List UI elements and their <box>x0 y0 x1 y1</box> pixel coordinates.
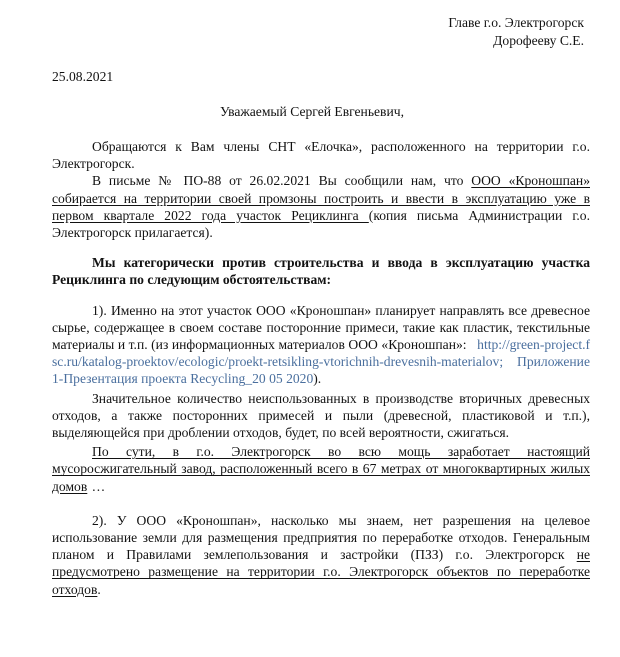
letter-reference-underlined: ООО «Кроношпан» собирается на территории своей промзоны построить и ввести в эксплуатацию уже в первом квартале 2022 года участок Рециклинга <box>52 173 590 223</box>
addressee-line-1: Главе г.о. Электрогорск <box>448 15 584 30</box>
document-date: 25.08.2021 <box>52 69 114 84</box>
paragraph-item-1 <box>52 302 590 388</box>
project-link[interactable]: http://green-project.fsc.ru/katalog-proektov/ecologic/proekt-retsikling-vtorichnih-drevesnih-materialov; <box>52 337 591 370</box>
paragraph-item-2 <box>52 512 590 598</box>
addressee-block <box>52 14 590 49</box>
paragraph-objection-statement: Мы категорически против строительства и ввода в эксплуатацию участка Рециклинга по следующим обстоятельствам: <box>52 255 590 288</box>
item-2-underlined: не предусмотрено размещение на территории г.о. Электрогорск объектов по переработке отходов <box>52 547 590 597</box>
project-link-annex[interactable]: Приложение 1-Презентация проекта Recycling_20 05 2020 <box>52 354 590 387</box>
paragraph-waste-volume: Значительное количество неиспользованных в производстве вторичных древесных отходов, а также посторонних примесей и пыли (древесной, пластиковой и т.п.), выделяющейся при дроблении отходов, будет, по всей вероятности, сжигаться. <box>52 390 590 441</box>
paragraph-intro-text: Обращаются к Вам члены СНТ «Елочка», расположенного на территории г.о. Электрогорск. <box>52 139 590 172</box>
item-2-lead: 2). У ООО «Кроношпан», насколько мы знаем, нет разрешения на целевое использование земли для размещения предприятия по переработке отходов. Генеральным планом и Правилами землепользования и застройки (ПЗЗ) г.о. Электрогорск <box>52 512 590 563</box>
paragraph-letter-reference <box>52 172 590 241</box>
addressee-line-2: Дорофееву С.Е. <box>493 32 584 48</box>
item-2-tail: . <box>97 581 101 597</box>
item-1-tail: ). <box>313 371 322 387</box>
item-1-lead: 1). Именно на этот участок ООО «Кроношпан» планирует направлять все древесное сырье, содержащее в своем составе посторонние примеси, такие как пластик, текстильные материалы и т.п. (из информационных материалов ООО «Кроношпан»: <box>52 302 590 353</box>
incinerator-claim-ellipsis: … <box>87 478 107 494</box>
paragraph-incinerator-claim <box>52 443 590 495</box>
letter-reference-lead: В письме № ПО-88 от 26.02.2021 Вы сообщили нам, что <box>92 173 472 189</box>
incinerator-claim-underlined: По сути, в г.о. Электрогорск во всю мощь заработает настоящий мусоросжигательный завод, расположенный всего в 67 метрах от многоквартирных жилых домов <box>52 444 590 494</box>
paragraph-intro <box>52 138 590 172</box>
salutation: Уважаемый Сергей Евгеньевич, <box>220 104 404 119</box>
letter-reference-tail: (копия письма Администрации г.о. Электрогорск прилагается). <box>52 207 590 241</box>
